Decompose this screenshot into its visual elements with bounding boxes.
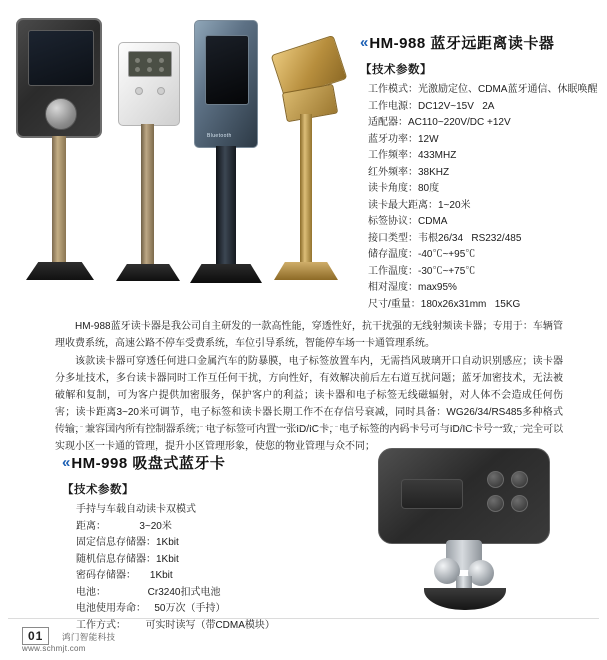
product-section-hm998 xyxy=(62,452,362,634)
product-title-hm988 xyxy=(360,32,600,53)
product-title-hm998 xyxy=(62,452,362,473)
mounting-pole xyxy=(52,136,66,264)
spec-row: 距离： 3~20米 xyxy=(76,520,172,532)
reader-display xyxy=(205,35,249,105)
mounting-pole xyxy=(141,124,154,266)
spec-row: 储存温度：-40℃~+95℃ xyxy=(368,249,476,260)
section-divider xyxy=(55,426,563,427)
product-photo-strip xyxy=(8,14,348,296)
spec-row: 电池使用寿命： 50万次（手持） xyxy=(76,603,226,614)
spec-row: 固定信息存储器：1Kbit xyxy=(76,537,179,548)
spec-row: 工作温度：-30℃~+75℃ xyxy=(368,265,476,277)
reader-display xyxy=(28,30,94,86)
spec-row: 读卡角度：80度 xyxy=(368,183,440,194)
spec-row: 手持与车载自动读卡双模式 xyxy=(76,504,196,515)
card-housing xyxy=(378,448,550,544)
spec-header: 【技术参数】 xyxy=(62,484,134,496)
pole-base xyxy=(190,264,262,283)
spec-row: 工作方式： 可实时读写（带CDMA模块） xyxy=(76,619,275,631)
card-button xyxy=(487,495,504,512)
spec-list-hm998 xyxy=(62,502,362,634)
spec-row: 工作频率：433MHZ xyxy=(368,150,457,161)
reader-housing xyxy=(118,42,180,126)
chevron-right-icon: « xyxy=(62,454,69,471)
spec-header: 【技术参数】 xyxy=(360,64,432,76)
company-website: www.schmjt.com xyxy=(22,644,86,653)
page-footer xyxy=(0,618,607,660)
suction-cup xyxy=(424,588,506,610)
spec-row: 适配器：AC110~220V/DC +12V xyxy=(368,117,511,128)
product-section-hm988 xyxy=(360,32,600,313)
status-led xyxy=(135,87,143,95)
reader-housing xyxy=(16,18,102,138)
spec-row: 蓝牙功率：12W xyxy=(368,133,439,145)
card-button xyxy=(487,471,504,488)
status-led xyxy=(157,87,165,95)
mounting-pole xyxy=(216,146,236,266)
reader-housing xyxy=(194,20,258,148)
card-button xyxy=(511,495,528,512)
pole-base xyxy=(274,262,338,280)
spec-list-hm988 xyxy=(360,82,600,313)
footer-divider xyxy=(8,618,599,619)
reader-display xyxy=(128,51,172,77)
spec-row: 工作模式：光激励定位、CDMA蓝牙通信、休眠唤醒 xyxy=(368,84,598,95)
description-paragraph: 该款读卡器可穿透任何进口金属汽车的防暴膜，电子标签放置车内，无需挡风玻璃开口自动识别感应；读卡器分多址技术，多台读卡器同时工作互任何干扰，方向性好，有效解决前后左右道互扰问题；蓝牙加密技术，无法被破解和复制，可为客户提供加密服务，保护客户的利益；读卡器和电子标签无线磁辐射，对人体不会造成任何伤害；读卡距离3~20米可调节，电子标签和读卡器长期工作不在存信号衰减，同时具备：WG26/34/RS485多种格式传输，兼容国内所有控制器系统；电子标签可内置一张ID/IC卡，电子标签的内码卡号可与ID/IC卡号一致，完全可以实现小区一卡通的管理，提升小区管理形象，使您的物业管理与众不同； xyxy=(55,356,563,452)
spec-row: 接口类型：韦根26/34 RS232/485 xyxy=(368,232,522,244)
spec-row: 标签协议：CDMA xyxy=(368,216,448,227)
spec-row: 尺寸/重量：180x26x31mm 15KG xyxy=(368,298,521,310)
spec-row: 相对湿度：max95% xyxy=(368,282,457,293)
description-paragraph: HM-988蓝牙读卡器是我公司自主研发的一款高性能，穿透性好，抗干扰强的无线射频读卡器；专用于：车辆管理收费系统，高速公路不停车受费系统，车位引导系统，智能停车场一卡通管理系统。 xyxy=(55,321,563,349)
page-number: 01 xyxy=(22,627,49,645)
reader-speaker xyxy=(45,98,77,130)
mounting-pole xyxy=(300,114,312,264)
spec-row: 随机信息存储器：1Kbit xyxy=(76,553,179,565)
spec-row: 电池： Cr3240扣式电池 xyxy=(76,586,221,598)
spec-row: 工作电源：DC12V~15V 2A xyxy=(368,100,495,112)
card-label-area xyxy=(401,479,463,509)
pole-base xyxy=(116,264,180,281)
product-title-text: HM-988 蓝牙远距离读卡器 xyxy=(369,35,555,52)
bluetooth-logo-label: Bluetooth xyxy=(207,133,232,139)
chevron-right-icon: « xyxy=(360,34,367,51)
spec-row: 读卡最大距离：1~20米 xyxy=(368,199,471,211)
card-button xyxy=(511,471,528,488)
product-description xyxy=(55,318,563,456)
company-name: 鸿门智能科技 xyxy=(62,632,116,642)
spec-row: 红外频率：38KHZ xyxy=(368,166,450,178)
spec-row: 密码存储器： 1Kbit xyxy=(76,570,173,581)
product-title-text: HM-998 吸盘式蓝牙卡 xyxy=(71,455,226,472)
suction-mount-bluetooth-card xyxy=(372,448,562,616)
pole-base xyxy=(26,262,94,280)
